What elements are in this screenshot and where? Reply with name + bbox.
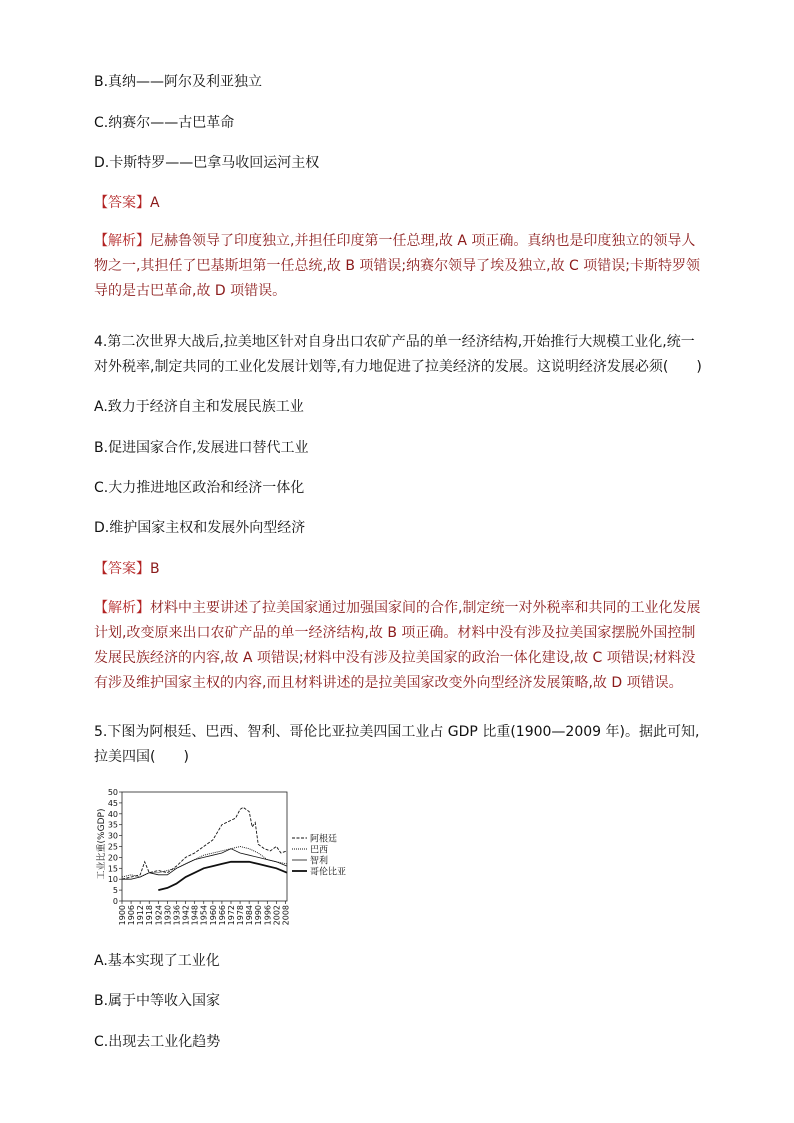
q5-stem: 5.下图为阿根廷、巴西、智利、哥伦比亚拉美四国工业占 GDP 比重(1900—2009 年)。据此可知,拉美四国( ) (94, 724, 700, 765)
q5-option-b: B.属于中等收入国家 (94, 993, 221, 1009)
analysis-text: 材料中主要讲述了拉美国家通过加强国家间的合作,制定统一对外税率和共同的工业化发展计划,改变原来出口农矿产品的单一经济结构,故 B 项正确。材料中没有涉及拉美国家摆脱外国控制发展民族经济的内容,故 A 项错误;材料中没有涉及拉美国家的政治一体化建设,故 C 项错误;材料没有涉及维护国家主权的内容,而且材料讲述的是拉美国家改变外向型经济发展策略,故 D 项错误。 (94, 600, 701, 691)
y-tick-label: 5 (112, 886, 118, 896)
q3-option-c: C.纳赛尔——古巴革命 (94, 115, 235, 131)
analysis-label: 【解析】 (94, 233, 150, 249)
q3-option-d: D.卡斯特罗——巴拿马收回运河主权 (94, 155, 320, 171)
x-tick-label: 1960 (208, 905, 218, 926)
answer-value: A (150, 195, 160, 211)
x-tick-label: 1900 (118, 905, 127, 926)
q3-answer (94, 193, 160, 213)
x-tick-label: 1972 (226, 905, 236, 926)
legend-label-3: 哥伦比亚 (310, 867, 347, 878)
x-tick-label: 1948 (190, 905, 200, 926)
chart-y-axis-label: 工业比重(%GDP) (97, 808, 107, 880)
y-tick-label: 40 (107, 809, 118, 819)
x-tick-label: 1984 (245, 905, 255, 926)
q4-option-b: B.促进国家合作,发展进口替代工业 (94, 440, 309, 456)
q3-analysis (94, 229, 706, 304)
q4-option-c: C.大力推进地区政治和经济一体化 (94, 480, 305, 496)
q4-stem: 4.第二次世界大战后,拉美地区针对自身出口农矿产品的单一经济结构,开始推行大规模工业化,统一对外税率,制定共同的工业化发展计划等,有力地促进了拉美经济的发展。这说明经济发展必须( ) (94, 334, 702, 375)
y-tick-label: 45 (107, 798, 118, 808)
y-tick-label: 30 (107, 831, 118, 841)
x-tick-label: 1924 (154, 905, 164, 926)
answer-label: 【答案】 (94, 561, 150, 577)
x-tick-label: 1942 (181, 905, 191, 926)
q5-option-c: C.出现去工业化趋势 (94, 1034, 221, 1050)
legend-label-2: 智利 (310, 856, 329, 867)
q4-answer (94, 559, 160, 579)
analysis-label: 【解析】 (94, 600, 150, 616)
x-tick-label: 1996 (263, 905, 273, 926)
q4-option-d: D.维护国家主权和发展外向型经济 (94, 520, 306, 536)
x-tick-label: 2002 (272, 905, 282, 926)
x-tick-label: 1954 (199, 905, 209, 926)
q3-option-b: B.真纳——阿尔及利亚独立 (94, 74, 263, 90)
x-tick-label: 1918 (145, 905, 155, 926)
x-tick-label: 1990 (254, 905, 264, 926)
x-tick-label: 1906 (127, 905, 137, 926)
plot-area-frame (122, 792, 287, 901)
series-line-1 (122, 847, 287, 878)
answer-value: B (150, 561, 160, 577)
y-tick-label: 50 (107, 788, 118, 797)
legend-label-0: 阿根廷 (310, 834, 338, 845)
y-tick-label: 0 (112, 897, 118, 906)
x-tick-label: 1978 (236, 905, 246, 926)
q4-option-a: A.致力于经济自主和发展民族工业 (94, 399, 304, 415)
x-tick-label: 1936 (172, 905, 182, 926)
y-tick-label: 35 (107, 820, 118, 830)
x-tick-label: 1912 (136, 905, 146, 926)
y-tick-label: 10 (107, 875, 118, 885)
industry-share-line-chart (92, 786, 362, 931)
y-tick-label: 20 (107, 853, 118, 863)
x-tick-label: 2008 (281, 905, 291, 926)
q5-option-a: A.基本实现了工业化 (94, 953, 220, 969)
analysis-text: 尼赫鲁领导了印度独立,并担任印度第一任总理,故 A 项正确。真纳也是印度独立的领导人物之一,其担任了巴基斯坦第一任总统,故 B 项错误;纳赛尔领导了埃及独立,故 C 项错误;卡斯特罗领导的是古巴革命,故 D 项错误。 (94, 233, 700, 299)
series-line-2 (122, 849, 287, 880)
x-tick-label: 1966 (217, 905, 227, 926)
q4-analysis (94, 596, 706, 696)
y-tick-label: 15 (107, 864, 118, 874)
x-tick-label: 1930 (163, 905, 173, 926)
y-tick-label: 25 (107, 842, 118, 852)
legend-label-1: 巴西 (310, 845, 329, 856)
answer-label: 【答案】 (94, 195, 150, 211)
series-line-3 (158, 862, 287, 890)
